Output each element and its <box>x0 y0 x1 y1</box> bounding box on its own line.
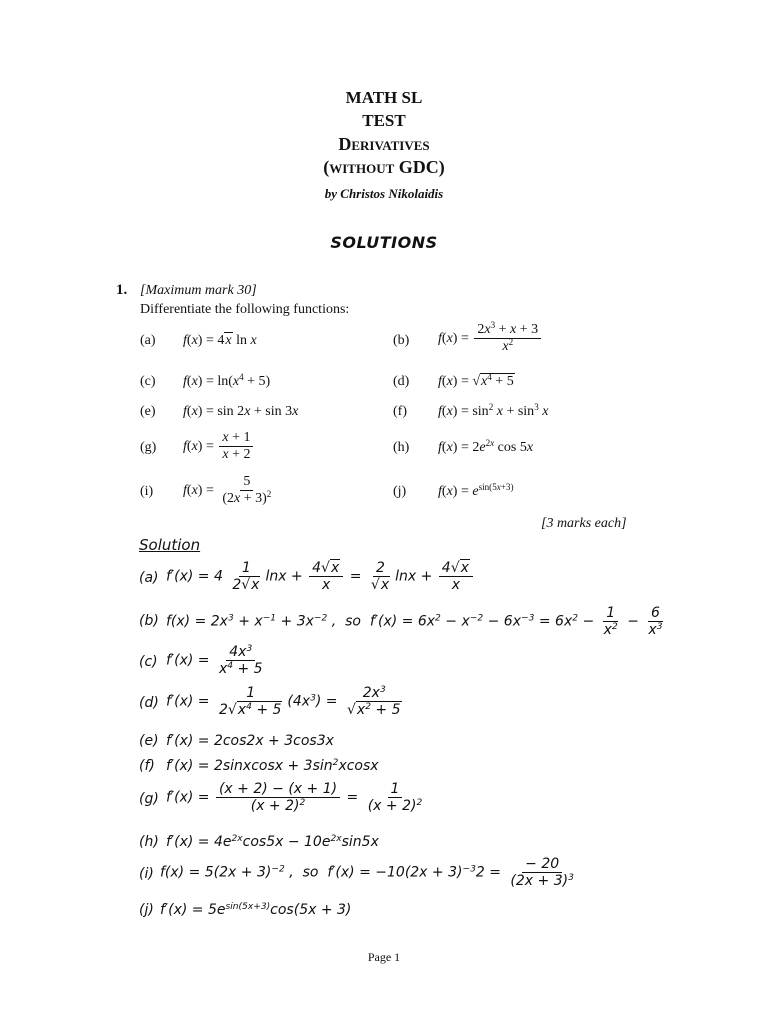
q-expr-a: f(x) = 4x ln x <box>183 333 257 348</box>
max-mark: [Maximum mark 30] <box>140 283 257 298</box>
solutions-title: SOLUTIONS <box>330 233 438 252</box>
q-label-c: (c) <box>140 374 156 389</box>
q-expr-e: f(x) = sin 2x + sin 3x <box>183 404 299 419</box>
title-test: TEST <box>362 111 406 130</box>
q-label-b: (b) <box>393 333 410 348</box>
sol-label-g: (g) <box>139 791 159 807</box>
title-math-sl: MATH SL <box>345 88 423 107</box>
sol-i-so: so <box>302 864 319 881</box>
q-label-e: (e) <box>140 404 156 419</box>
author-line: by Christos Nikolaidis <box>324 186 444 201</box>
question-number: 1. <box>116 282 128 298</box>
q-expr-d: $f(x) = √x^4 + 5$ <box>438 372 514 389</box>
sol-expr-d: f′(x) = $\frac{1}{2√x^4 + 5}$ $(4x^3)$ = $\frac{2x^3}{√x^2 + 5}$ <box>166 685 401 719</box>
sol-expr-h: $f'(x) = 4e^{2x}\cos 5x - 10e^{2x}\sin 5x$ <box>166 834 379 850</box>
q-label-d: (d) <box>393 374 410 389</box>
sol-b-so: so <box>345 613 361 630</box>
page-number: Page 1 <box>367 950 401 964</box>
sol-expr-b: $f(x) = 2x^3 + x^{-1} + 3x^{-2}$ , so $f'(x) = 6x^2 - x^{-2} - 6x^{-3} = 6x^2$ − $\frac{1}{x^2}$ − $\frac{6}{x^3}$ <box>166 605 663 639</box>
sol-label-c: (c) <box>139 654 158 670</box>
q-label-j: (j) <box>393 484 407 499</box>
sol-label-i: (i) <box>139 866 154 882</box>
sol-expr-e: f′(x) = 2cos2x + 3cos3x <box>166 733 334 749</box>
sol-label-f: (f) <box>139 758 155 774</box>
q-expr-f: $f(x) = \sin^2 x + \sin^3 x$ <box>438 402 549 419</box>
sol-label-e: (e) <box>139 733 159 749</box>
sol-expr-g: f′(x) = $\frac{(x + 2) - (x + 1)}{(x + 2)^2}$ = $\frac{1}{(x + 2)^2}$ <box>166 781 423 815</box>
sol-label-j: (j) <box>139 902 154 918</box>
instruction: Differentiate the following functions: <box>140 302 350 317</box>
sol-label-d: (d) <box>139 695 159 711</box>
q-label-g: (g) <box>140 440 157 455</box>
sol-expr-c: f′(x) = $\frac{4x^3}{x^4 + 5}$ <box>166 644 263 678</box>
q-expr-g: f(x) = $\frac{x + 1}{x + 2}$ <box>183 430 255 463</box>
q-label-f: (f) <box>393 404 407 419</box>
marks-each: [3 marks each] <box>541 516 627 531</box>
q-expr-i: f(x) = $\frac{5}{(2x + 3)^2}$ <box>183 474 272 507</box>
q-label-h: (h) <box>393 440 410 455</box>
q-expr-c: $f(x) = \ln(x^4 + 5)$ <box>183 372 271 389</box>
sol-expr-i: $f(x) = 5(2x + 3)^{-2}$ , so $f'(x) = -10(2x + 3)^{-3}2$ = $\frac{- 20}{(2x + 3)^3}$ <box>160 856 574 890</box>
q-label-i: (i) <box>140 484 154 499</box>
solution-heading: Solution <box>139 536 201 554</box>
q-label-a: (a) <box>140 333 156 348</box>
sol-expr-a: f′(x) = 4 $\frac{1}{2√x}$ lnx + $\frac{4√x}{x}$ = $\frac{2}{√x}$ lnx + $\frac{4√x}{x}$ <box>166 560 475 593</box>
sol-label-h: (h) <box>139 834 159 850</box>
title-derivatives: Derivatives <box>338 134 430 154</box>
sol-expr-f: f′(x) = 2sinxcosx + $3\sin^2xcosx$ <box>166 758 379 774</box>
q-expr-b: f(x) = $\frac{2x^3 + x + 3}{x^2}$ <box>438 322 543 355</box>
title-without-gdc: (without GDC) <box>323 157 445 177</box>
sol-expr-j: $f'(x) = 5e^{sin(5x+3)}\cos(5x + 3)$ <box>160 902 352 918</box>
q-expr-j: $f(x) = e^{sin(5x+3)}$ <box>438 482 514 499</box>
sol-label-a: (a) <box>139 570 159 586</box>
sol-label-b: (b) <box>139 613 159 629</box>
q-expr-h: $f(x) = 2e^{2x}$ cos 5x <box>438 438 534 455</box>
